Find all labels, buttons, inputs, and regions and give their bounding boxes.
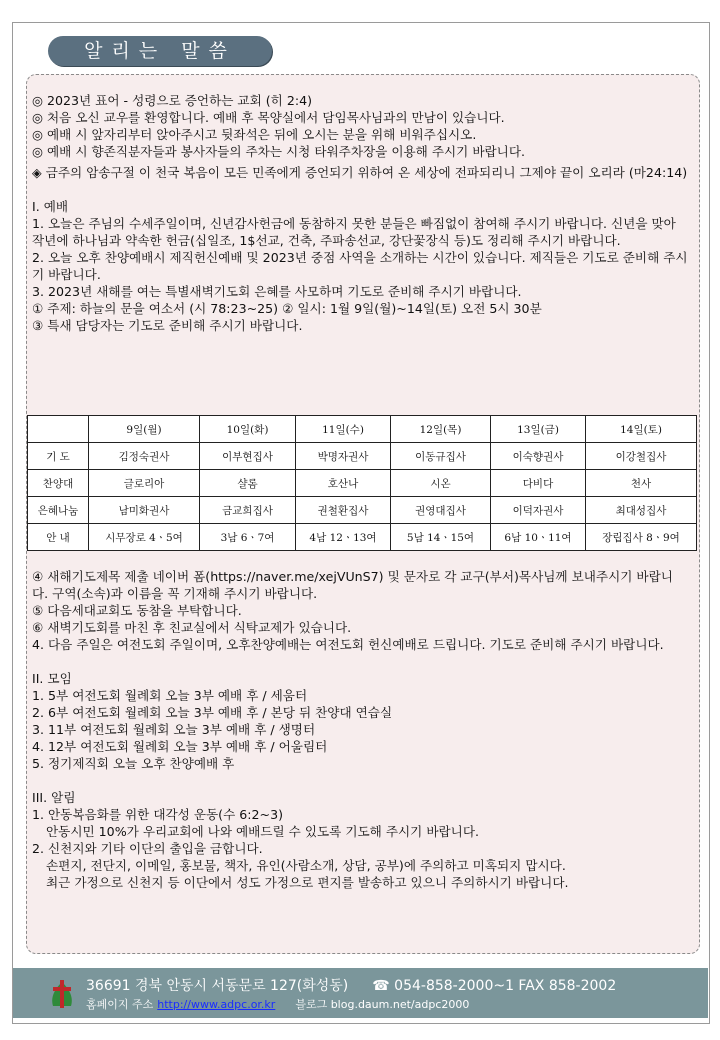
table-cell: 박명자권사 <box>296 443 391 470</box>
dawn-prayer-schedule-table <box>27 415 697 551</box>
table-cell: 5남 14ㆍ15여 <box>391 524 491 551</box>
day-header: 12일(목) <box>391 416 491 443</box>
church-logo-icon <box>48 976 76 1010</box>
table-cell: 최대성집사 <box>586 497 697 524</box>
table-cell: 시무장로 4ㆍ5여 <box>89 524 200 551</box>
table-cell: 글로리아 <box>89 470 200 497</box>
page-title: 알리는 말씀 <box>48 36 272 66</box>
table-cell: 시온 <box>391 470 491 497</box>
notice-item-2: 2. 신천지와 기타 이단의 출입을 금합니다. <box>32 841 263 856</box>
table-cell: 금교희집사 <box>200 497 296 524</box>
worship-item-1: 1. 오늘은 주님의 수세주일이며, 신년감사헌금에 동참하지 못한 분들은 빠짐없이 참여해 주시기 바랍니다. 신년을 맞아 작년에 하나님과 약속한 헌금(십일조, 1$선교, 건축, 주파송선교, 강단꽃장식 등)도 정리해 주시기 바랍니다. <box>32 216 676 248</box>
day-header: 14일(토) <box>586 416 697 443</box>
worship-item-2: 2. 오늘 오후 찬양예배시 제직헌신예배 및 2023년 중점 사역을 소개하는 시간이 있습니다. 제직들은 기도로 준비해 주시기 바랍니다. <box>32 250 688 282</box>
worship-item-3-3: ③ 특새 담당자는 기도로 준비해 주시기 바랍니다. <box>32 318 303 333</box>
table-cell: 천사 <box>586 470 697 497</box>
worship-item-3-5: ⑤ 다음세대교회도 동참을 부탁합니다. <box>32 603 242 618</box>
table-cell: 4남 12ㆍ13여 <box>296 524 391 551</box>
intro-line-3: ◎ 예배 시 앞자리부터 앉아주시고 뒷좌석은 뒤에 오시는 분을 위해 비워주십시오. <box>32 127 477 142</box>
table-cell: 호산나 <box>296 470 391 497</box>
table-corner-cell <box>28 416 89 443</box>
day-header: 11일(수) <box>296 416 391 443</box>
worship-item-3: 3. 2023년 새해를 여는 특별새벽기도회 은혜를 사모하며 기도로 준비해 주시기 바랍니다. <box>32 284 522 299</box>
memory-verse: ◈ 금주의 암송구절 이 천국 복음이 모든 민족에게 증언되기 위하여 온 세상에 전파되리니 그제야 끝이 오리라 (마24:14) <box>32 165 688 180</box>
section-worship-heading: I. 예배 <box>32 199 69 214</box>
church-address: 36691 경북 안동시 서동문로 127(화성동) <box>86 978 349 994</box>
table-header-row <box>28 416 697 443</box>
table-cell: 이동규집사 <box>391 443 491 470</box>
row-label-grace-sharing: 은혜나눔 <box>28 497 89 524</box>
table-row <box>28 443 697 470</box>
table-cell: 장립집사 8ㆍ9여 <box>586 524 697 551</box>
table-cell: 권철환집사 <box>296 497 391 524</box>
table-cell: 권영대집사 <box>391 497 491 524</box>
announcement-content <box>32 92 688 334</box>
intro-line-4: ◎ 예배 시 향존직분자들과 봉사자들의 주차는 시청 타워주차장을 이용해 주시기 바랍니다. <box>32 144 525 159</box>
notice-item-1: 1. 안동복음화를 위한 대각성 운동(수 6:2~3) <box>32 807 284 822</box>
homepage-label: 홈페이지 주소 <box>86 998 154 1011</box>
logo-cross-vertical <box>60 980 64 1008</box>
notice-item-1-detail: 안동시민 10%가 우리교회에 나와 예배드릴 수 있도록 기도해 주시기 바랍니다. <box>46 824 479 839</box>
logo-cross-horizontal <box>53 987 71 991</box>
meeting-item-4: 4. 12부 여전도회 월례회 오늘 3부 예배 후 / 어울림터 <box>32 739 328 754</box>
table-cell: 이숙향권사 <box>491 443 586 470</box>
announcement-content-continued <box>32 568 688 891</box>
table-row <box>28 470 697 497</box>
meeting-item-3: 3. 11부 여전도회 월례회 오늘 3부 예배 후 / 생명터 <box>32 722 316 737</box>
blog-address: 블로그 blog.daum.net/adpc2000 <box>295 998 470 1011</box>
table-row <box>28 497 697 524</box>
day-header: 10일(화) <box>200 416 296 443</box>
table-cell: 김정숙권사 <box>89 443 200 470</box>
day-header: 9일(월) <box>89 416 200 443</box>
meeting-item-5: 5. 정기제직회 오늘 오후 찬양예배 후 <box>32 756 235 771</box>
day-header: 13일(금) <box>491 416 586 443</box>
worship-item-4: 4. 다음 주일은 여전도회 주일이며, 오후찬양예배는 여전도회 헌신예배로 드립니다. 기도로 준비해 주시기 바랍니다. <box>32 637 664 652</box>
table-cell: 이부현집사 <box>200 443 296 470</box>
table-cell: 이덕자권사 <box>491 497 586 524</box>
worship-item-3-4: ④ 새해기도제목 제출 네이버 폼(https://naver.me/xejVUnS7) 및 문자로 각 교구(부서)목사님께 보내주시기 바랍니다. 구역(소속)과 이름을 꼭 기재해 주시기 바랍니다. <box>32 569 673 601</box>
meeting-item-1: 1. 5부 여전도회 월례회 오늘 3부 예배 후 / 세움터 <box>32 688 308 703</box>
worship-item-3-1: ① 주제: 하늘의 문을 여소서 (시 78:23~25) ② 일시: 1월 9일(월)~14일(토) 오전 5시 30분 <box>32 301 542 316</box>
footer-address-line <box>86 975 616 995</box>
meeting-item-2: 2. 6부 여전도회 월례회 오늘 3부 예배 후 / 본당 뒤 찬양대 연습실 <box>32 705 393 720</box>
footer-web-line <box>86 996 469 1012</box>
table-cell: 다비다 <box>491 470 586 497</box>
section-notices-heading: III. 알림 <box>32 790 76 805</box>
intro-line-1: ◎ 2023년 표어 - 성령으로 증언하는 교회 (히 2:4) <box>32 93 313 108</box>
section-meetings-heading: II. 모임 <box>32 671 72 686</box>
table-cell: 6남 10ㆍ11여 <box>491 524 586 551</box>
table-cell: 샬롬 <box>200 470 296 497</box>
homepage-link[interactable]: http://www.adpc.or.kr <box>157 998 276 1011</box>
church-phone: ☎ 054-858-2000~1 FAX 858-2002 <box>372 978 617 994</box>
table-cell: 남미화권사 <box>89 497 200 524</box>
intro-line-2: ◎ 처음 오신 교우를 환영합니다. 예배 후 목양실에서 담임목사님과의 만남이 있습니다. <box>32 110 505 125</box>
table-row <box>28 524 697 551</box>
notice-item-2-detail-2: 최근 가정으로 신천지 등 이단에서 성도 가정으로 편지를 발송하고 있으니 주의하시기 바랍니다. <box>46 875 569 890</box>
table-cell: 3남 6ㆍ7여 <box>200 524 296 551</box>
worship-item-3-6: ⑥ 새벽기도회를 마친 후 친교실에서 식탁교제가 있습니다. <box>32 620 352 635</box>
notice-item-2-detail-1: 손편지, 전단지, 이메일, 홍보물, 책자, 유인(사람소개, 상담, 공부)에 주의하고 미혹되지 맙시다. <box>46 858 566 873</box>
row-label-choir: 찬양대 <box>28 470 89 497</box>
row-label-prayer: 기 도 <box>28 443 89 470</box>
table-cell: 이강철집사 <box>586 443 697 470</box>
row-label-usher: 안 내 <box>28 524 89 551</box>
